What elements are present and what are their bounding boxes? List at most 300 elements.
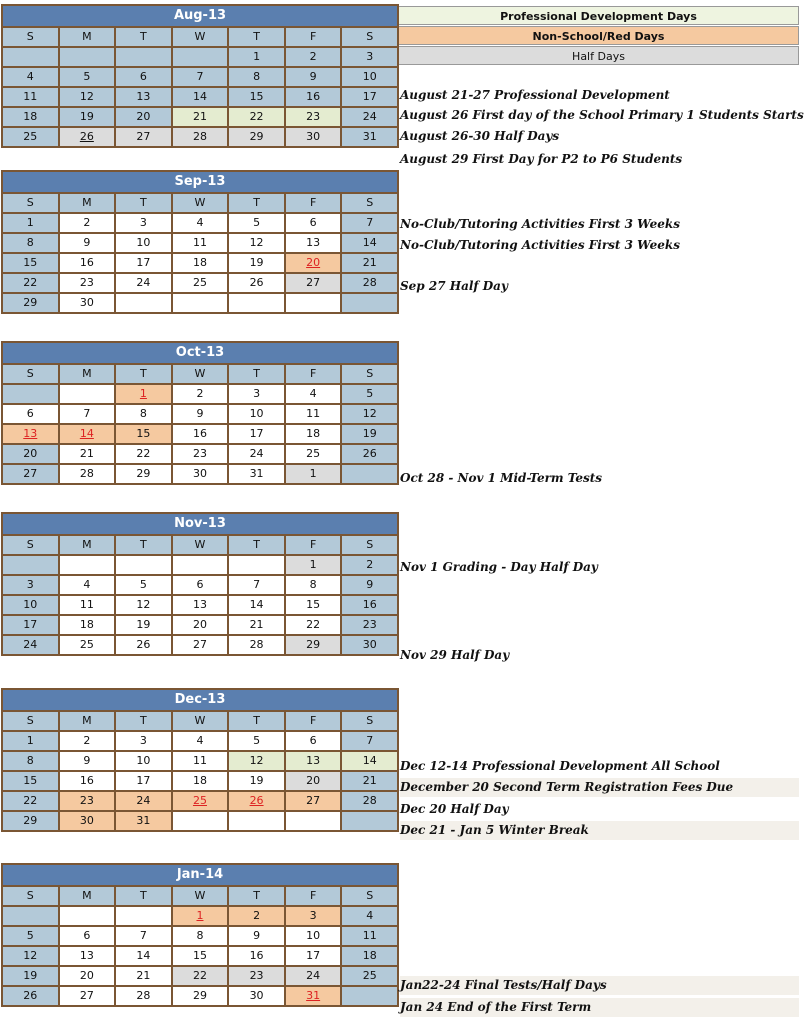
day-cell: 30 bbox=[60, 294, 115, 312]
day-cell: 11 bbox=[286, 405, 341, 423]
day-cell: 30 bbox=[60, 812, 115, 830]
weekday-label: S bbox=[3, 365, 58, 383]
week-row bbox=[3, 465, 397, 483]
weekday-header-row bbox=[3, 28, 397, 46]
day-cell: 27 bbox=[116, 128, 171, 146]
day-cell: 19 bbox=[229, 254, 284, 272]
day-cell bbox=[342, 294, 397, 312]
day-cell bbox=[116, 48, 171, 66]
day-cell: 6 bbox=[286, 732, 341, 750]
day-cell: 20 bbox=[173, 616, 228, 634]
day-cell: 13 bbox=[286, 234, 341, 252]
day-cell: 22 bbox=[286, 616, 341, 634]
day-cell: 21 bbox=[342, 772, 397, 790]
day-cell bbox=[173, 812, 228, 830]
note-sep-3: Sep 27 Half Day bbox=[400, 279, 508, 293]
day-cell: 21 bbox=[60, 445, 115, 463]
day-cell: 12 bbox=[229, 752, 284, 770]
day-cell: 2 bbox=[60, 214, 115, 232]
day-cell bbox=[116, 907, 171, 925]
day-cell: 4 bbox=[173, 732, 228, 750]
day-cell: 6 bbox=[3, 405, 58, 423]
day-cell: 17 bbox=[116, 772, 171, 790]
weekday-label: S bbox=[342, 887, 397, 905]
day-cell: 3 bbox=[229, 385, 284, 403]
note-nov-2: Nov 29 Half Day bbox=[400, 648, 510, 662]
day-cell bbox=[342, 987, 397, 1005]
day-cell: 16 bbox=[60, 254, 115, 272]
day-cell: 28 bbox=[60, 465, 115, 483]
day-cell: 4 bbox=[342, 907, 397, 925]
day-cell: 28 bbox=[116, 987, 171, 1005]
day-cell: 16 bbox=[173, 425, 228, 443]
day-cell: 15 bbox=[116, 425, 171, 443]
day-cell: 9 bbox=[173, 405, 228, 423]
week-row bbox=[3, 927, 397, 945]
day-cell: 27 bbox=[286, 274, 341, 292]
day-cell: 27 bbox=[3, 465, 58, 483]
day-cell bbox=[286, 812, 341, 830]
note-oct-1: Oct 28 - Nov 1 Mid-Term Tests bbox=[400, 471, 603, 485]
day-cell: 22 bbox=[229, 108, 284, 126]
week-row bbox=[3, 947, 397, 965]
note-dec-2: December 20 Second Term Registration Fees Due bbox=[400, 778, 799, 797]
week-row bbox=[3, 987, 397, 1005]
day-cell: 24 bbox=[342, 108, 397, 126]
day-cell: 21 bbox=[173, 108, 228, 126]
day-cell: 26 bbox=[229, 274, 284, 292]
day-cell: 13 bbox=[60, 947, 115, 965]
month-title: Nov-13 bbox=[3, 514, 397, 534]
note-dec-3: Dec 20 Half Day bbox=[400, 802, 509, 816]
day-cell bbox=[229, 812, 284, 830]
day-cell bbox=[116, 556, 171, 574]
weekday-label: T bbox=[116, 28, 171, 46]
day-cell: 22 bbox=[3, 274, 58, 292]
day-cell: 22 bbox=[173, 967, 228, 985]
month-calendar bbox=[1, 863, 399, 1007]
day-cell: 8 bbox=[3, 234, 58, 252]
day-cell bbox=[3, 556, 58, 574]
day-cell: 24 bbox=[3, 636, 58, 654]
week-row bbox=[3, 425, 397, 443]
day-cell bbox=[286, 294, 341, 312]
day-cell: 25 bbox=[173, 274, 228, 292]
day-cell: 5 bbox=[116, 576, 171, 594]
weekday-label: W bbox=[173, 887, 228, 905]
day-cell: 18 bbox=[286, 425, 341, 443]
month-title: Sep-13 bbox=[3, 172, 397, 192]
day-cell: 20 bbox=[286, 772, 341, 790]
weekday-label: S bbox=[342, 712, 397, 730]
weekday-label: W bbox=[173, 365, 228, 383]
day-cell: 29 bbox=[3, 294, 58, 312]
weekday-label: F bbox=[286, 194, 341, 212]
day-cell: 23 bbox=[60, 792, 115, 810]
day-cell: 10 bbox=[229, 405, 284, 423]
note-aug-2: August 26 First day of the School Primary 1 Students Starts bbox=[400, 108, 804, 122]
weekday-label: T bbox=[116, 194, 171, 212]
day-cell: 23 bbox=[229, 967, 284, 985]
day-cell: 3 bbox=[286, 907, 341, 925]
day-cell: 31 bbox=[229, 465, 284, 483]
day-cell: 30 bbox=[286, 128, 341, 146]
day-cell: 20 bbox=[3, 445, 58, 463]
day-cell: 2 bbox=[342, 556, 397, 574]
day-cell: 8 bbox=[229, 68, 284, 86]
weekday-label: S bbox=[3, 194, 58, 212]
week-row bbox=[3, 772, 397, 790]
day-cell: 17 bbox=[3, 616, 58, 634]
week-row bbox=[3, 445, 397, 463]
week-row bbox=[3, 812, 397, 830]
month-calendar bbox=[1, 512, 399, 656]
note-aug-4: August 29 First Day for P2 to P6 Students bbox=[400, 152, 683, 166]
note-dec-1: Dec 12-14 Professional Development All School bbox=[400, 759, 720, 773]
day-cell: 15 bbox=[229, 88, 284, 106]
weekday-label: T bbox=[229, 28, 284, 46]
note-nov-1: Nov 1 Grading - Day Half Day bbox=[400, 560, 598, 574]
week-row bbox=[3, 636, 397, 654]
day-cell: 26 bbox=[229, 792, 284, 810]
weekday-label: T bbox=[229, 194, 284, 212]
day-cell: 3 bbox=[3, 576, 58, 594]
weekday-header-row bbox=[3, 365, 397, 383]
day-cell: 8 bbox=[286, 576, 341, 594]
day-cell: 26 bbox=[342, 445, 397, 463]
week-row bbox=[3, 556, 397, 574]
weekday-header-row bbox=[3, 887, 397, 905]
day-cell bbox=[60, 556, 115, 574]
day-cell: 26 bbox=[116, 636, 171, 654]
legend-prof-dev: Professional Development Days bbox=[398, 6, 799, 25]
day-cell: 29 bbox=[116, 465, 171, 483]
day-cell: 2 bbox=[286, 48, 341, 66]
day-cell: 2 bbox=[229, 907, 284, 925]
day-cell: 14 bbox=[342, 752, 397, 770]
day-cell bbox=[342, 812, 397, 830]
day-cell: 5 bbox=[229, 214, 284, 232]
week-row bbox=[3, 576, 397, 594]
day-cell: 18 bbox=[342, 947, 397, 965]
day-cell: 26 bbox=[3, 987, 58, 1005]
day-cell: 27 bbox=[286, 792, 341, 810]
day-cell: 27 bbox=[173, 636, 228, 654]
day-cell: 9 bbox=[229, 927, 284, 945]
week-row bbox=[3, 274, 397, 292]
legend-half-days: Half Days bbox=[398, 46, 799, 65]
day-cell: 9 bbox=[342, 576, 397, 594]
day-cell: 16 bbox=[286, 88, 341, 106]
weekday-label: T bbox=[229, 712, 284, 730]
day-cell: 13 bbox=[286, 752, 341, 770]
day-cell: 6 bbox=[173, 576, 228, 594]
day-cell: 13 bbox=[116, 88, 171, 106]
day-cell: 20 bbox=[116, 108, 171, 126]
day-cell: 31 bbox=[116, 812, 171, 830]
day-cell: 4 bbox=[173, 214, 228, 232]
day-cell: 14 bbox=[116, 947, 171, 965]
weekday-label: T bbox=[116, 712, 171, 730]
day-cell: 24 bbox=[229, 445, 284, 463]
day-cell: 19 bbox=[342, 425, 397, 443]
day-cell: 9 bbox=[60, 752, 115, 770]
week-row bbox=[3, 792, 397, 810]
day-cell: 5 bbox=[229, 732, 284, 750]
week-row bbox=[3, 294, 397, 312]
day-cell: 6 bbox=[116, 68, 171, 86]
day-cell: 14 bbox=[342, 234, 397, 252]
month-title: Oct-13 bbox=[3, 343, 397, 363]
day-cell: 9 bbox=[286, 68, 341, 86]
weekday-label: T bbox=[229, 365, 284, 383]
day-cell: 21 bbox=[116, 967, 171, 985]
day-cell: 16 bbox=[60, 772, 115, 790]
weekday-label: M bbox=[60, 365, 115, 383]
day-cell: 23 bbox=[286, 108, 341, 126]
day-cell: 7 bbox=[342, 732, 397, 750]
day-cell: 1 bbox=[286, 465, 341, 483]
day-cell: 19 bbox=[116, 616, 171, 634]
day-cell: 14 bbox=[173, 88, 228, 106]
day-cell: 8 bbox=[173, 927, 228, 945]
note-jan-1: Jan22-24 Final Tests/Half Days bbox=[400, 976, 799, 995]
day-cell: 31 bbox=[342, 128, 397, 146]
note-dec-4: Dec 21 - Jan 5 Winter Break bbox=[400, 821, 799, 840]
day-cell: 10 bbox=[342, 68, 397, 86]
week-row bbox=[3, 732, 397, 750]
day-cell: 12 bbox=[116, 596, 171, 614]
day-cell: 28 bbox=[229, 636, 284, 654]
day-cell bbox=[3, 48, 58, 66]
day-cell: 22 bbox=[116, 445, 171, 463]
day-cell: 10 bbox=[116, 234, 171, 252]
day-cell: 4 bbox=[60, 576, 115, 594]
day-cell: 12 bbox=[3, 947, 58, 965]
day-cell: 25 bbox=[173, 792, 228, 810]
day-cell: 18 bbox=[60, 616, 115, 634]
day-cell bbox=[342, 465, 397, 483]
day-cell: 17 bbox=[229, 425, 284, 443]
month-calendar bbox=[1, 4, 399, 148]
day-cell bbox=[3, 385, 58, 403]
day-cell: 22 bbox=[3, 792, 58, 810]
day-cell: 7 bbox=[229, 576, 284, 594]
day-cell: 19 bbox=[229, 772, 284, 790]
day-cell: 1 bbox=[116, 385, 171, 403]
note-sep-2: No-Club/Tutoring Activities First 3 Weeks bbox=[400, 238, 680, 252]
day-cell: 7 bbox=[173, 68, 228, 86]
day-cell: 17 bbox=[286, 947, 341, 965]
day-cell bbox=[229, 556, 284, 574]
day-cell bbox=[229, 294, 284, 312]
day-cell: 19 bbox=[3, 967, 58, 985]
day-cell: 28 bbox=[342, 274, 397, 292]
month-calendar bbox=[1, 170, 399, 314]
day-cell bbox=[60, 48, 115, 66]
note-sep-1: No-Club/Tutoring Activities First 3 Weeks bbox=[400, 217, 680, 231]
day-cell: 29 bbox=[3, 812, 58, 830]
week-row bbox=[3, 48, 397, 66]
day-cell: 16 bbox=[229, 947, 284, 965]
day-cell: 8 bbox=[116, 405, 171, 423]
day-cell: 19 bbox=[60, 108, 115, 126]
day-cell: 2 bbox=[173, 385, 228, 403]
note-jan-2: Jan 24 End of the First Term bbox=[400, 998, 799, 1017]
day-cell: 3 bbox=[116, 214, 171, 232]
day-cell: 18 bbox=[3, 108, 58, 126]
month-title: Aug-13 bbox=[3, 6, 397, 26]
weekday-label: M bbox=[60, 28, 115, 46]
weekday-label: W bbox=[173, 712, 228, 730]
week-row bbox=[3, 128, 397, 146]
day-cell: 9 bbox=[60, 234, 115, 252]
weekday-header-row bbox=[3, 194, 397, 212]
weekday-label: F bbox=[286, 536, 341, 554]
day-cell: 23 bbox=[342, 616, 397, 634]
weekday-label: S bbox=[342, 28, 397, 46]
day-cell: 17 bbox=[116, 254, 171, 272]
day-cell: 15 bbox=[3, 254, 58, 272]
day-cell: 12 bbox=[229, 234, 284, 252]
day-cell: 25 bbox=[286, 445, 341, 463]
day-cell: 27 bbox=[60, 987, 115, 1005]
day-cell: 1 bbox=[229, 48, 284, 66]
weekday-label: T bbox=[116, 365, 171, 383]
weekday-label: M bbox=[60, 536, 115, 554]
day-cell: 4 bbox=[286, 385, 341, 403]
week-row bbox=[3, 596, 397, 614]
day-cell: 4 bbox=[3, 68, 58, 86]
day-cell: 8 bbox=[3, 752, 58, 770]
day-cell bbox=[60, 385, 115, 403]
day-cell: 11 bbox=[342, 927, 397, 945]
day-cell: 1 bbox=[3, 214, 58, 232]
day-cell bbox=[116, 294, 171, 312]
day-cell: 31 bbox=[286, 987, 341, 1005]
day-cell: 29 bbox=[229, 128, 284, 146]
day-cell: 6 bbox=[286, 214, 341, 232]
weekday-label: S bbox=[342, 194, 397, 212]
day-cell: 5 bbox=[60, 68, 115, 86]
day-cell: 16 bbox=[342, 596, 397, 614]
day-cell: 24 bbox=[286, 967, 341, 985]
weekday-label: F bbox=[286, 28, 341, 46]
day-cell: 7 bbox=[116, 927, 171, 945]
week-row bbox=[3, 967, 397, 985]
weekday-header-row bbox=[3, 536, 397, 554]
legend-non-school: Non-School/Red Days bbox=[398, 26, 799, 45]
week-row bbox=[3, 907, 397, 925]
day-cell: 10 bbox=[286, 927, 341, 945]
weekday-label: S bbox=[342, 536, 397, 554]
day-cell: 7 bbox=[60, 405, 115, 423]
weekday-label: T bbox=[229, 536, 284, 554]
day-cell: 1 bbox=[286, 556, 341, 574]
weekday-label: M bbox=[60, 887, 115, 905]
day-cell: 21 bbox=[342, 254, 397, 272]
day-cell bbox=[173, 294, 228, 312]
day-cell: 24 bbox=[116, 274, 171, 292]
month-calendar bbox=[1, 341, 399, 485]
day-cell: 15 bbox=[173, 947, 228, 965]
day-cell: 10 bbox=[116, 752, 171, 770]
day-cell: 3 bbox=[342, 48, 397, 66]
weekday-label: S bbox=[3, 712, 58, 730]
day-cell: 6 bbox=[60, 927, 115, 945]
weekday-label: W bbox=[173, 536, 228, 554]
day-cell: 25 bbox=[3, 128, 58, 146]
day-cell: 1 bbox=[173, 907, 228, 925]
day-cell: 15 bbox=[3, 772, 58, 790]
day-cell: 2 bbox=[60, 732, 115, 750]
day-cell: 17 bbox=[342, 88, 397, 106]
day-cell bbox=[173, 48, 228, 66]
day-cell: 28 bbox=[173, 128, 228, 146]
weekday-label: S bbox=[3, 536, 58, 554]
day-cell: 20 bbox=[60, 967, 115, 985]
day-cell: 23 bbox=[173, 445, 228, 463]
day-cell: 13 bbox=[173, 596, 228, 614]
day-cell: 14 bbox=[60, 425, 115, 443]
note-aug-3: August 26-30 Half Days bbox=[400, 129, 560, 143]
weekday-label: T bbox=[229, 887, 284, 905]
day-cell bbox=[173, 556, 228, 574]
day-cell: 18 bbox=[173, 254, 228, 272]
month-title: Dec-13 bbox=[3, 690, 397, 710]
weekday-label: W bbox=[173, 194, 228, 212]
day-cell: 25 bbox=[342, 967, 397, 985]
weekday-label: S bbox=[342, 365, 397, 383]
weekday-label: T bbox=[116, 887, 171, 905]
weekday-label: T bbox=[116, 536, 171, 554]
day-cell: 20 bbox=[286, 254, 341, 272]
week-row bbox=[3, 234, 397, 252]
week-row bbox=[3, 108, 397, 126]
day-cell: 1 bbox=[3, 732, 58, 750]
week-row bbox=[3, 752, 397, 770]
day-cell: 12 bbox=[60, 88, 115, 106]
week-row bbox=[3, 254, 397, 272]
day-cell: 15 bbox=[286, 596, 341, 614]
day-cell: 29 bbox=[286, 636, 341, 654]
weekday-label: S bbox=[3, 887, 58, 905]
day-cell: 5 bbox=[342, 385, 397, 403]
day-cell: 10 bbox=[3, 596, 58, 614]
day-cell: 5 bbox=[3, 927, 58, 945]
day-cell: 7 bbox=[342, 214, 397, 232]
day-cell bbox=[3, 907, 58, 925]
week-row bbox=[3, 68, 397, 86]
day-cell: 11 bbox=[3, 88, 58, 106]
week-row bbox=[3, 214, 397, 232]
weekday-label: F bbox=[286, 365, 341, 383]
month-title: Jan-14 bbox=[3, 865, 397, 885]
week-row bbox=[3, 616, 397, 634]
day-cell: 11 bbox=[60, 596, 115, 614]
day-cell: 24 bbox=[116, 792, 171, 810]
day-cell: 3 bbox=[116, 732, 171, 750]
day-cell: 18 bbox=[173, 772, 228, 790]
day-cell: 26 bbox=[60, 128, 115, 146]
day-cell: 11 bbox=[173, 234, 228, 252]
day-cell: 29 bbox=[173, 987, 228, 1005]
week-row bbox=[3, 405, 397, 423]
day-cell: 28 bbox=[342, 792, 397, 810]
weekday-label: W bbox=[173, 28, 228, 46]
weekday-label: F bbox=[286, 712, 341, 730]
day-cell: 25 bbox=[60, 636, 115, 654]
